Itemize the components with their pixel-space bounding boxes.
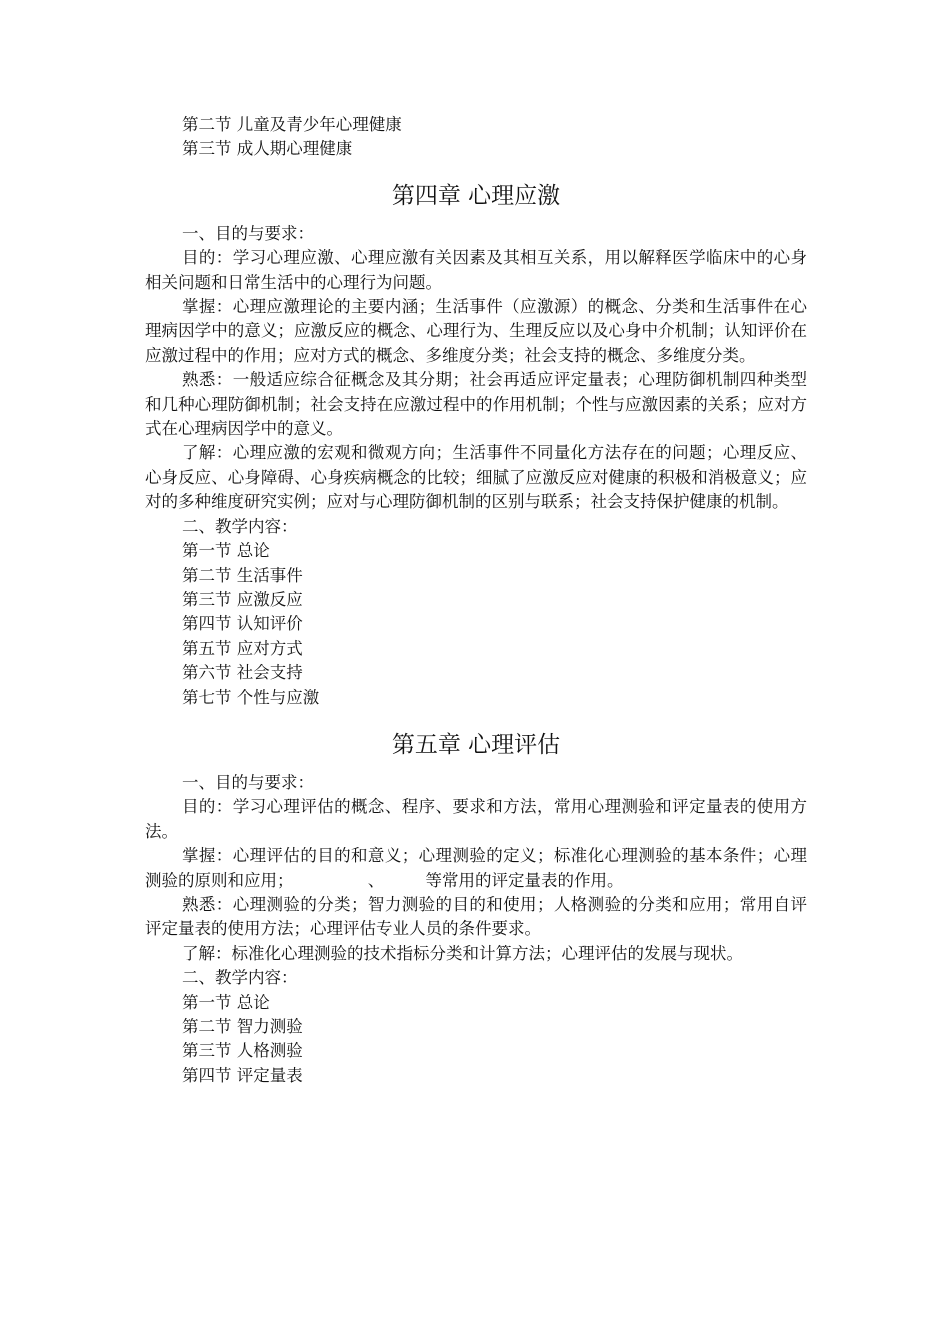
- chapter-title: 第五章 心理评估: [391, 731, 561, 758]
- content-heading: 二、教学内容：: [182, 968, 298, 988]
- section-line: 第四节 认知评价: [182, 614, 303, 634]
- purpose-paragraph: 目的：学习心理应激、心理应激有关因素及其相互关系，用以解释医学临床中的心身相关问题和日常生活中的心理行为问题。: [145, 248, 807, 292]
- section-line: 第三节 人格测验: [182, 1041, 303, 1061]
- familiar-paragraph: 熟悉：一般适应综合征概念及其分期；社会再适应评定量表；心理防御机制四种类型和几种心理防御机制；社会支持在应激过程中的作用机制；个性与应激因素的关系；应对方式在心理病因学中的意义。: [145, 370, 807, 439]
- section-line: 第七节 个性与应激: [182, 687, 320, 707]
- section-line: 第五节 应对方式: [182, 638, 303, 658]
- section-line: 第四节 评定量表: [182, 1065, 303, 1085]
- section-line: 第二节 儿童及青少年心理健康: [182, 115, 402, 134]
- familiar-paragraph: 熟悉：心理测验的分类；智力测验的目的和使用；人格测验的分类和应用；常用自评评定量表的使用方法；心理评估专业人员的条件要求。: [145, 894, 807, 939]
- content-heading: 二、教学内容：: [182, 516, 298, 536]
- section-line: 第三节 成人期心理健康: [182, 139, 353, 159]
- section-line: 第三节 应激反应: [182, 589, 303, 609]
- section-line: 第六节 社会支持: [182, 663, 303, 683]
- chapter-title: 第四章 心理应激: [391, 182, 561, 209]
- section-line: 第二节 生活事件: [182, 565, 303, 585]
- section-line: 第一节 总论: [182, 541, 270, 561]
- master-paragraph: 掌握：心理评估的目的和意义；心理测验的定义；标准化心理测验的基本条件；心理测验的原则和应用； 、 等常用的评定量表的作用。: [145, 846, 807, 890]
- section-line: 第一节 总论: [182, 992, 270, 1012]
- understand-paragraph: 了解：标准化心理测验的技术指标分类和计算方法；心理评估的发展与现状。: [182, 943, 743, 963]
- goal-heading: 一、目的与要求：: [182, 223, 314, 243]
- understand-paragraph: 了解：心理应激的宏观和微观方向；生活事件不同量化方法存在的问题；心理反应、心身反应、心身障碍、心身疾病概念的比较；细腻了应激反应对健康的积极和消极意义；应对的多种维度研究实例；应对与心理防御机制的区别与联系；社会支持保护健康的机制。: [145, 443, 807, 512]
- master-paragraph: 掌握：心理应激理论的主要内涵；生活事件（应激源）的概念、分类和生活事件在心理病因学中的意义；应激反应的概念、心理行为、生理反应以及心身中介机制；认知评价在应激过程中的作用；应对方式的概念、多维度分类；社会支持的概念、多维度分类。: [145, 297, 807, 365]
- goal-heading: 一、目的与要求：: [182, 772, 314, 792]
- document-body: [145, 113, 807, 1088]
- purpose-paragraph: 目的：学习心理评估的概念、程序、要求和方法，常用心理测验和评定量表的使用方法。: [145, 797, 807, 841]
- section-line: 第二节 智力测验: [182, 1017, 303, 1036]
